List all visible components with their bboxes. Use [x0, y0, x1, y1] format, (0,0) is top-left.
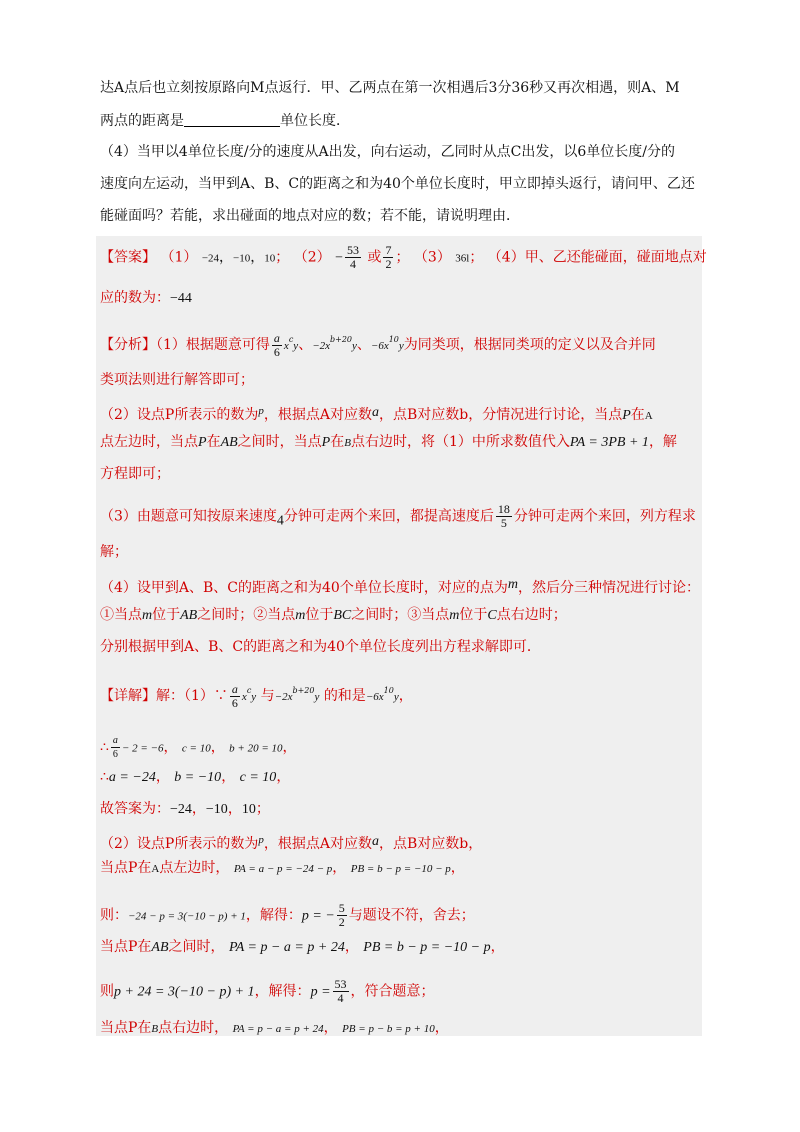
math-equation: PA = 3PB + 1	[569, 435, 649, 450]
math-var: P	[198, 435, 207, 450]
analysis-text: 点左边时，当点	[100, 434, 198, 450]
frac-num: 7	[385, 243, 392, 257]
math-var: P	[321, 435, 331, 450]
math-equation: −24 − p = 3(−10 − p) + 1	[128, 910, 246, 923]
frac-num: 53	[347, 243, 359, 257]
math-var: m	[507, 577, 518, 592]
analysis-text: （2）设点P所表示的数为	[100, 407, 259, 423]
answer-line2	[100, 288, 192, 309]
detail-text: 则	[100, 983, 114, 1000]
math-equation: p =	[310, 984, 331, 1000]
detail-line9	[100, 978, 435, 1005]
analysis-text: 点右边时；	[496, 607, 567, 623]
detail-text: ，符合题意；	[350, 983, 435, 1000]
frac-den: 4	[337, 991, 344, 1005]
math-equation: − 2 = −6	[121, 742, 164, 755]
math-var: p	[258, 834, 264, 846]
frac-den: 4	[350, 257, 356, 271]
analysis-frac	[496, 503, 512, 530]
math-equation: p + 24 = 3(−10 − p) + 1	[114, 984, 255, 1000]
math-var: BC	[333, 608, 352, 623]
detail-text: ，解得：	[254, 983, 311, 1000]
detail-line5	[100, 830, 482, 854]
math-var: B	[344, 437, 351, 449]
math-equation: b = −10	[174, 770, 222, 785]
detail-frac	[111, 734, 120, 761]
math-var: AB	[180, 608, 198, 623]
math-term: y	[251, 691, 257, 703]
q3-line2	[100, 111, 350, 131]
q3-line2-text: 两点的距离是	[100, 113, 184, 129]
analysis-text: 位于	[152, 607, 181, 623]
math-equation: c = 10	[181, 742, 211, 755]
answer-line2-text: 应的数为：	[100, 290, 170, 306]
detail-line8: 当点P在AB之间时， PA = p − a = p + 24， PB = b − p = −10 − p，	[100, 939, 505, 955]
detail-text: 当点P在	[100, 1020, 152, 1036]
detail-text: （2）设点P所表示的数为	[100, 836, 259, 852]
analysis-line2: 类项法则进行解答即可；	[100, 372, 254, 388]
math-term: x	[241, 691, 247, 703]
math-sup: b+20	[330, 335, 353, 344]
frac-num: a	[273, 330, 280, 345]
math-var: p	[258, 405, 264, 417]
analysis-text: （3）由题意可知按原来速度	[100, 508, 277, 525]
q4-line2: 速度向左运动，当甲到A、B、C的距离之和为40个单位长度时，甲立即掉头返行，请问甲、乙还	[100, 176, 695, 192]
math-var: A	[151, 863, 160, 875]
analysis-text: ，根据点A对应数	[263, 407, 372, 423]
q4-line3: 能碰面吗？若能，求出碰面的地点对应的数；若不能，请说明理由．	[100, 208, 520, 224]
analysis-tag: 【分析】	[100, 337, 156, 353]
detail-frac	[337, 902, 347, 929]
detail-line4: 故答案为：−24，−10，10；	[100, 801, 270, 817]
analysis-line6	[100, 503, 696, 532]
frac-num: a	[112, 735, 118, 746]
detail-line10: 当点P在B点右边时， PA = p − a = p + 24， PB = p − b = p + 10，	[100, 1020, 449, 1036]
answer-value-b: −10	[233, 252, 251, 265]
analysis-text: 分钟可走两个来回，都提高速度后	[283, 508, 494, 525]
math-equation: PB = b − p = −10 − p	[363, 940, 491, 955]
analysis-text: 之间时，当点	[237, 434, 322, 450]
analysis-sep: 、	[356, 337, 371, 353]
answer-or: 或	[367, 249, 382, 266]
analysis-text: 在	[630, 407, 645, 423]
analysis-text: 之间时；③当点	[351, 607, 450, 623]
math-term: −2x	[274, 691, 293, 703]
detail-text: 的和是	[323, 688, 366, 704]
answer-tag: 【答案】	[100, 249, 156, 266]
answer-sep: ；	[469, 249, 484, 266]
detail-text: 则：	[100, 907, 128, 924]
detail-text: ，点B对应数b，	[378, 836, 483, 852]
answer-line2-value: −44	[170, 291, 192, 306]
analysis-line7: 解；	[100, 544, 128, 560]
math-number: 10	[241, 802, 256, 817]
math-term: −6x	[370, 340, 389, 352]
math-equation: PB = p − b = p + 10	[342, 1023, 435, 1035]
analysis-text: 位于	[459, 607, 488, 623]
answer-sep: ；	[275, 249, 290, 266]
analysis-line10: 分别根据甲到A、B、C的距离之和为40个单位长度列出方程求解即可．	[100, 639, 541, 655]
analysis-text: ①当点	[100, 607, 142, 623]
analysis-text: ，点B对应数b，分情况进行讨论，当点	[378, 407, 623, 423]
math-var: AB	[220, 435, 238, 450]
answer-frac-2	[383, 244, 393, 271]
math-equation: c = 10	[239, 770, 277, 785]
analysis-text: ，然后分三种情况进行讨论：	[517, 580, 700, 596]
answer-part3-label: （3）	[413, 249, 451, 266]
frac-den: 5	[500, 516, 507, 530]
detail-tag: 【详解】	[100, 688, 156, 704]
analysis-frac	[272, 332, 282, 359]
detail-text: 点左边时，	[159, 860, 230, 876]
analysis-line3	[100, 401, 653, 426]
analysis-text: （4）设甲到A、B、C的距离之和为40个单位长度时，对应的点为	[100, 580, 508, 596]
math-var: A	[644, 410, 653, 422]
frac-num: 18	[497, 502, 510, 516]
math-term: y	[393, 691, 399, 703]
math-sup: c	[288, 335, 294, 344]
q4-line1: （4）当甲以4单位长度/分的速度从A出发，向右运动，乙同时从点C出发，以6单位长度/分的	[100, 144, 675, 160]
analysis-line9	[100, 605, 567, 626]
math-equation: PA = a − p = −24 − p	[233, 863, 333, 875]
detail-line2: ∴ $\frac{a}{6}$ − 2 = −6， c = 10， b + 20 = 10，	[100, 735, 297, 760]
analysis-text: 位于	[305, 607, 334, 623]
detail-line1	[100, 681, 413, 710]
math-term: y	[398, 340, 404, 352]
answer-part1-label: （1）	[160, 249, 198, 266]
math-equation: PA = p − a = p + 24	[232, 1023, 324, 1035]
analysis-text: 在	[206, 434, 221, 450]
math-var: AB	[151, 940, 169, 955]
answer-frac-1	[345, 244, 361, 271]
math-var: B	[151, 1023, 159, 1035]
math-sup: b+20	[292, 686, 315, 695]
analysis-text: 在	[330, 434, 345, 450]
math-term: y	[314, 691, 320, 703]
math-term: y	[352, 340, 357, 352]
frac-num: 5	[338, 901, 345, 915]
frac-den: 6	[273, 344, 280, 359]
answer-frac-sign: −	[335, 250, 343, 266]
answer-value-a: −24	[201, 252, 220, 265]
analysis-text: （1）根据题意可得	[156, 337, 270, 353]
frac-den: 2	[338, 915, 345, 929]
math-var: m	[449, 608, 460, 623]
math-equation: PA = p − a = p + 24	[228, 940, 345, 955]
detail-line7	[100, 902, 475, 929]
math-equation: PB = b − p = −10 − p	[350, 863, 451, 875]
answer-value-c: 10	[264, 252, 276, 265]
math-equation: a = −24	[108, 770, 156, 785]
analysis-line8	[100, 575, 700, 598]
frac-den: 6	[112, 749, 118, 760]
q3-line2-unit: 单位长度．	[280, 113, 350, 129]
detail-text: 点右边时，	[158, 1020, 229, 1036]
detail-text: ，根据点A对应数	[263, 836, 372, 852]
detail-text: 当点P在	[100, 939, 152, 955]
detail-text: 故答案为：	[100, 801, 170, 817]
answer-part4-text: （4）甲、乙还能碰面，碰面地点对	[487, 249, 707, 266]
analysis-sep: 、	[298, 337, 313, 353]
analysis-line1	[100, 330, 656, 359]
answer-sep: ，	[219, 249, 234, 266]
math-term: −6x	[365, 691, 384, 703]
math-number: −24	[170, 802, 192, 817]
analysis-text: 分钟可走两个来回，列方程求	[513, 508, 696, 525]
detail-text: 之间时，	[168, 939, 225, 955]
math-var: P	[622, 408, 631, 423]
frac-num: a	[231, 681, 238, 696]
answer-line1	[100, 244, 707, 271]
answer-sep: ；	[395, 249, 410, 266]
analysis-text: 为同类项，根据同类项的定义以及合并同	[403, 337, 656, 353]
math-var: C	[487, 608, 497, 623]
analysis-text: 点右边时，将（1）中所求数值代入	[350, 434, 570, 450]
math-var: m	[142, 608, 153, 623]
math-number: 4	[276, 513, 284, 529]
answer-blank	[184, 112, 280, 127]
frac-num: 53	[334, 977, 347, 991]
frac-den: 2	[385, 257, 392, 271]
therefore-symbol: ∴	[100, 739, 109, 756]
detail-text: 与	[260, 688, 275, 704]
detail-text: 当点P在	[100, 860, 152, 876]
detail-text: 与题设不符，舍去；	[348, 907, 475, 924]
detail-frac	[230, 683, 240, 710]
detail-text: 解：（1）∵	[156, 688, 228, 704]
analysis-line5: 方程即可；	[100, 466, 170, 482]
answer-value-d: 36l	[455, 252, 470, 265]
q3-line1: 达A点后也立刻按原路向M点返行．甲、乙两点在第一次相遇后3分36秒又再次相遇，则A、M	[100, 80, 680, 96]
math-number: −10	[205, 802, 228, 817]
math-term: −2x	[312, 340, 330, 352]
analysis-text: ，解	[648, 434, 677, 450]
therefore-symbol: ∴	[100, 769, 109, 785]
math-var: m	[295, 608, 306, 623]
math-sup: 10	[388, 335, 399, 344]
answer-part2-label: （2）	[293, 249, 331, 266]
detail-text: ，	[398, 688, 413, 704]
math-var: a	[371, 405, 379, 420]
math-equation: p = −	[301, 908, 335, 924]
frac-den: 6	[231, 695, 238, 710]
analysis-text: 之间时；②当点	[197, 607, 296, 623]
math-equation: b + 20 = 10	[229, 742, 283, 755]
math-var: a	[371, 834, 379, 849]
detail-frac	[333, 978, 349, 1005]
detail-line6: 当点P在A点左边时， PA = a − p = −24 − p， PB = b − p = −10 − p，	[100, 860, 465, 876]
math-term: x	[283, 340, 289, 352]
math-sup: c	[246, 686, 252, 695]
math-sup: 10	[383, 686, 394, 695]
answer-sep: ，	[250, 249, 265, 266]
detail-text: ，解得：	[245, 907, 302, 924]
math-term: y	[293, 340, 299, 352]
detail-line3: ∴a = −24， b = −10， c = 10，	[100, 769, 291, 785]
analysis-line4	[100, 432, 677, 453]
